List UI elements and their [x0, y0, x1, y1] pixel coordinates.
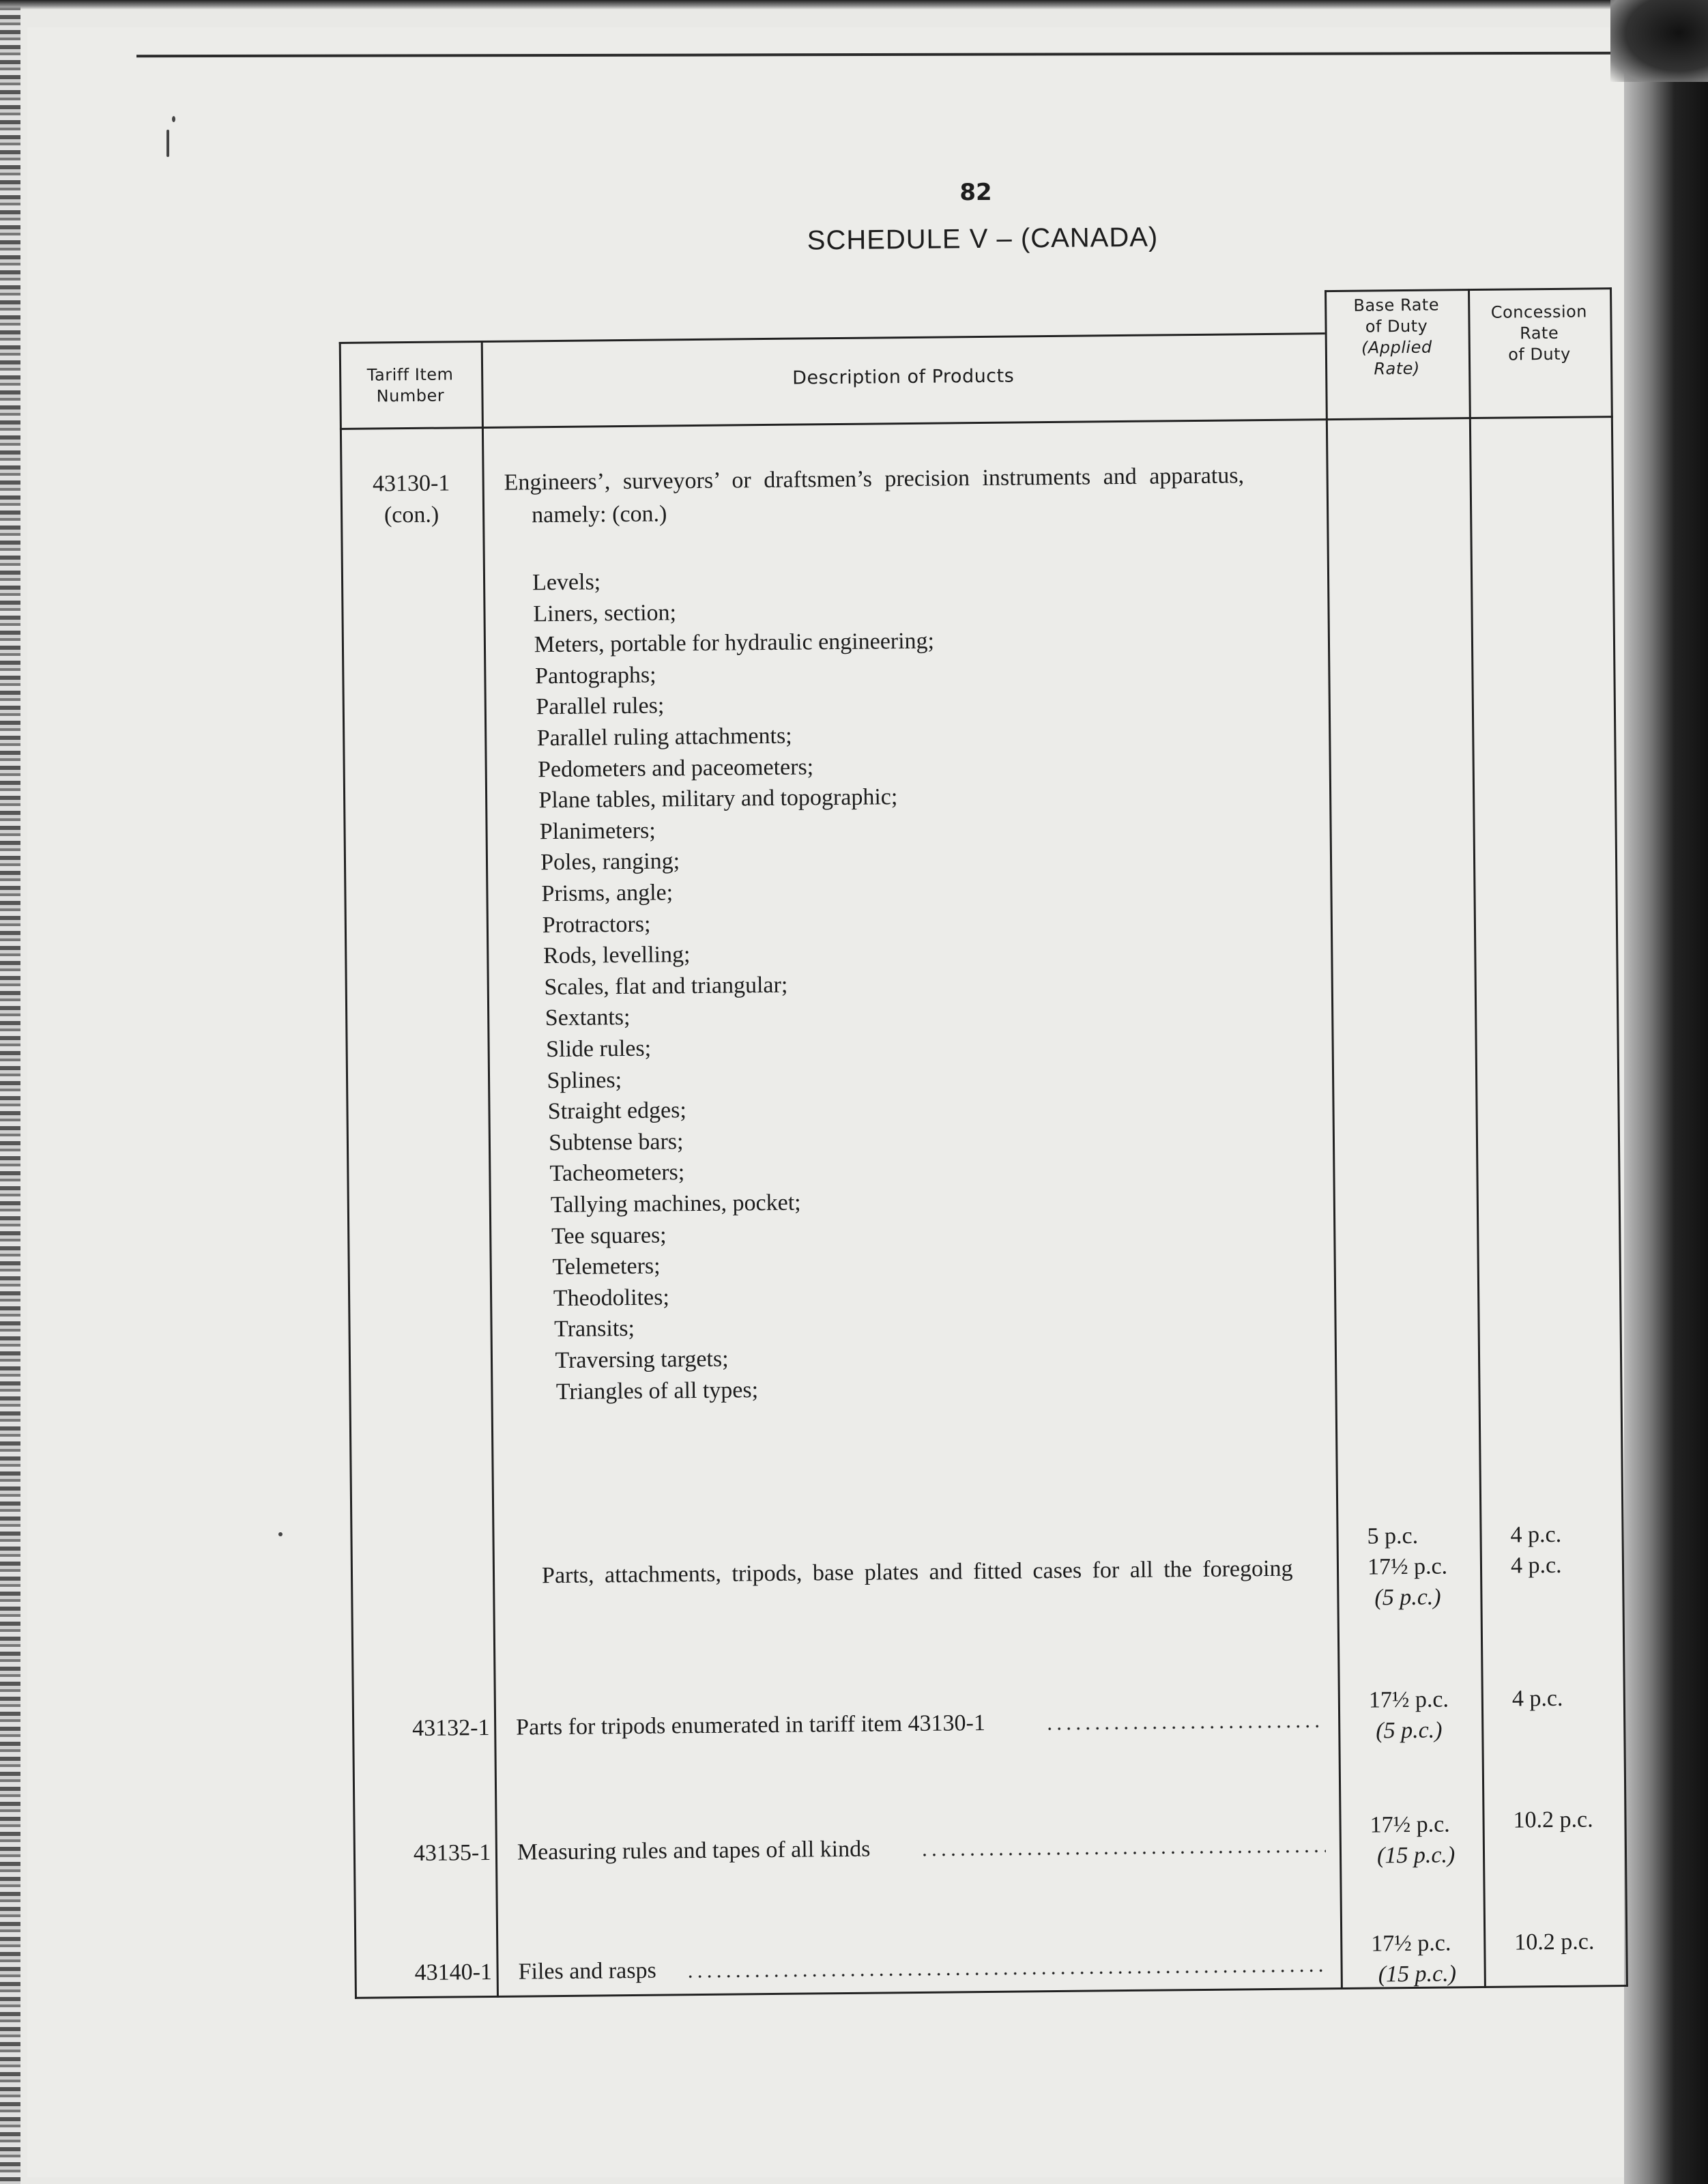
instrument-list-item: Scales, flat and triangular; [544, 972, 788, 1000]
instrument-list-item: Tallying machines, pocket; [550, 1190, 801, 1218]
instrument-list-item: Planimeters; [539, 818, 656, 845]
instrument-list-item: Levels; [532, 569, 601, 596]
column-divider-description [1325, 290, 1343, 1989]
instrument-list-item: Straight edges; [547, 1097, 687, 1125]
concession-rate: 4 p.c. [1510, 1521, 1562, 1548]
product-description: Measuring rules and tapes of all kinds [517, 1836, 871, 1865]
instrument-list-item: Tacheometers; [549, 1160, 685, 1187]
instrument-list-item: Prisms, angle; [541, 880, 674, 907]
description-heading-continued: namely: (con.) [531, 501, 667, 528]
scan-right-corner [1610, 0, 1708, 82]
scan-right-edge [1624, 14, 1708, 2184]
instrument-list-item: Parallel rules; [536, 693, 665, 720]
instrument-list-item: Telemeters; [552, 1253, 661, 1280]
instrument-list-item: Splines; [547, 1067, 622, 1093]
scan-speck [278, 1532, 283, 1536]
concession-rate: 10.2 p.c. [1513, 1807, 1593, 1833]
instrument-list-item: Poles, ranging; [540, 848, 680, 876]
instrument-list-item: Traversing targets; [555, 1346, 729, 1374]
applied-rate: (5 p.c.) [1376, 1717, 1443, 1744]
instrument-list-item: Meters, portable for hydraulic engineering; [534, 628, 935, 658]
header-concession-rate: Concession Rate of Duty [1490, 302, 1588, 364]
applied-rate: (5 p.c.) [1374, 1584, 1441, 1611]
tariff-item-number: 43140-1 [414, 1959, 493, 1986]
parts-description: Parts, attachments, tripods, base plates and fitted cases for all the foregoing [541, 1555, 1293, 1589]
base-rate: 17½ p.c. [1368, 1686, 1449, 1713]
column-divider-base-rate [1468, 289, 1486, 1988]
base-rate: 17½ p.c. [1370, 1811, 1450, 1838]
dot-leader [686, 1969, 1327, 1978]
scan-speck [172, 116, 175, 122]
scan-top-edge [0, 0, 1708, 10]
instrument-list-item: Rods, levelling; [542, 942, 691, 969]
instrument-list-item: Protractors; [542, 911, 651, 938]
instrument-list-item: Pantographs; [534, 662, 656, 689]
scan-left-edge [0, 0, 20, 2184]
instrument-list-item: Transits; [554, 1316, 635, 1342]
instrument-list-item: Triangles of all types; [555, 1377, 759, 1405]
instrument-list-item: Liners, section; [533, 599, 677, 627]
column-divider-item [481, 341, 499, 1998]
table-header-top-border [339, 332, 1325, 344]
base-rate: 17½ p.c. [1371, 1930, 1451, 1957]
tariff-table [338, 287, 1628, 1999]
instrument-list-item: Theodolites; [553, 1284, 669, 1311]
product-description: Files and rasps [518, 1957, 656, 1985]
header-description: Description of Products [792, 365, 1015, 389]
header-base-rate: Base Rate of Duty (Applied Rate) [1353, 295, 1440, 379]
base-rate: 5 p.c. [1367, 1523, 1419, 1549]
concession-rate: 4 p.c. [1511, 1685, 1563, 1712]
base-rate: 17½ p.c. [1367, 1553, 1448, 1580]
product-description: Parts for tripods enumerated in tariff item 43130-1 [516, 1710, 986, 1740]
applied-rate: (15 p.c.) [1376, 1842, 1456, 1869]
dot-leader [1045, 1725, 1325, 1730]
concession-rate: 4 p.c. [1510, 1552, 1562, 1579]
instrument-list-item: Sextants; [545, 1005, 631, 1031]
description-heading: Engineers’, surveyors’ or draftsmen’s precision instruments and apparatus, [504, 463, 1245, 495]
instrument-list-item: Pedometers and paceometers; [537, 753, 814, 782]
page-number: 82 [959, 179, 992, 206]
table-header-bottom-border [340, 416, 1613, 430]
scan-speck [167, 130, 169, 157]
header-tariff-item-number: Tariff Item Number [366, 364, 454, 406]
tariff-item-number: 43130-1 (con.) [372, 470, 450, 528]
instrument-list-item: Parallel ruling attachments; [536, 723, 792, 751]
schedule-title: SCHEDULE V – (CANADA) [807, 222, 1159, 256]
instrument-list-item: Tee squares; [551, 1222, 667, 1249]
tariff-item-number: 43135-1 [413, 1839, 491, 1867]
instrument-list-item: Subtense bars; [548, 1129, 684, 1155]
instrument-list-item: Slide rules; [545, 1035, 652, 1063]
applied-rate: (15 p.c.) [1378, 1961, 1457, 1987]
tariff-item-number: 43132-1 [412, 1714, 490, 1742]
concession-rate: 10.2 p.c. [1514, 1929, 1595, 1955]
instrument-list-item: Plane tables, military and topographic; [538, 784, 898, 814]
dot-leader [920, 1850, 1326, 1856]
